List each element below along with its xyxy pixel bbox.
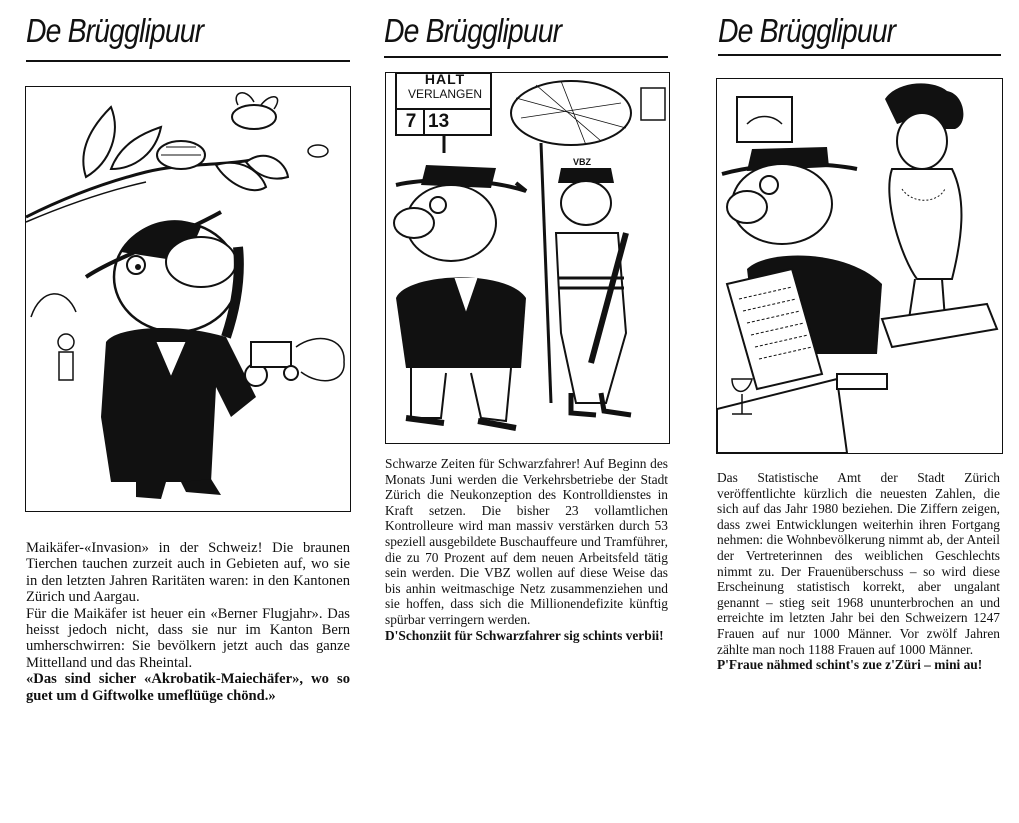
sign-halt: HALT	[424, 71, 466, 87]
column-3-punchline: P'Fraue nähmed schint's zue z'Züri – mini au!	[717, 657, 983, 673]
cartoon-frauenueberschuss-drawing	[717, 79, 1002, 453]
cartoon-frauenueberschuss	[716, 78, 1003, 454]
cap-badge-vbz: VBZ	[573, 157, 591, 167]
column-1-paragraph-1: Maikäfer-«Invasion» in der Schweiz! Die braunen Tierchen tauchen zurzeit auch in Gebieten auf, wo sie in den letzten Jahren Raritäten waren: in den Kantonen Zürich und Aargau.	[26, 540, 350, 606]
column-1-title-rule	[26, 60, 350, 62]
column-1-body	[26, 540, 350, 704]
cartoon-schwarzfahrer	[385, 72, 670, 444]
column-3-paragraph-1: Das Statistische Amt der Stadt Zürich veröffentlichte kürzlich die neuesten Zahlen, die sich auf das Jahr 1980 beziehen. Die Ziffern zeigen, dass zwei Entwicklungen weiterhin ihren Fortgang nehmen: die Wohnbevölkerung nimmt ab, der Anteil der Vertreterinnen des weiblichen Geschlechts nimmt zu. Der Frauenüberschuss – so wird diese Erscheinung statistisch korrekt, aber ungalant genannt – stieg seit 1968 ununterbrochen an und erreichte im letzten Jahr bei den Schweizern 1247 Frauen auf nur 1000 Männer. Vor zwölf Jahren zählte man noch 1188 Frauen auf 1000 Männer.	[717, 470, 1000, 657]
column-2-body	[385, 456, 668, 643]
cartoon-maikaefer-drawing	[26, 87, 350, 511]
column-1-punchline: «Das sind sicher «Akrobatik-Maiechäfer», wo so guet um d Giftwolke umeflüüge chönd.»	[26, 671, 350, 704]
cartoon-maikaefer	[25, 86, 351, 512]
column-2-title: De Brügglipuur	[384, 12, 562, 49]
column-2-paragraph-1: Schwarze Zeiten für Schwarzfahrer! Auf Beginn des Monats Juni werden die Verkehrsbetriebe der Stadt Zürich die Neukonzeption des Kontrolldienstes in Kraft setzen. Die bisher 23 vollamtlichen Kontrolleure wird man massiv verstärken durch 53 speziell ausgebildete Buschauffeure und Tramführer, die zu 70 Prozent auf dem neuen Arbeitsfeld tätig sein werden. Die VBZ wollen auf diese Weise das bis anhin weitmaschige Netz zusammenziehen und sie hoffen, dass sich die Millionendefizite künftig spürbar verringern werden.	[385, 456, 668, 627]
sign-number-13: 13	[428, 111, 450, 132]
column-3-body	[717, 470, 1000, 673]
column-2-punchline: D'Schonziit für Schwarzfahrer sig schints verbii!	[385, 627, 664, 643]
sign-verlangen: VERLANGEN	[407, 87, 483, 101]
column-3-title-rule	[718, 54, 1001, 56]
column-2-title-rule	[384, 56, 668, 58]
column-1-title: De Brügglipuur	[26, 12, 204, 49]
sign-number-7: 7	[405, 111, 417, 132]
column-1-paragraph-2: Für die Maikäfer ist heuer ein «Berner Flugjahr». Das heisst jedoch nicht, dass sie nur im Kanton Bern umherschwirren: Sie bevölkern jetzt auch das ganze Mittelland und das Rheintal.	[26, 605, 350, 671]
column-3-title: De Brügglipuur	[718, 12, 896, 49]
